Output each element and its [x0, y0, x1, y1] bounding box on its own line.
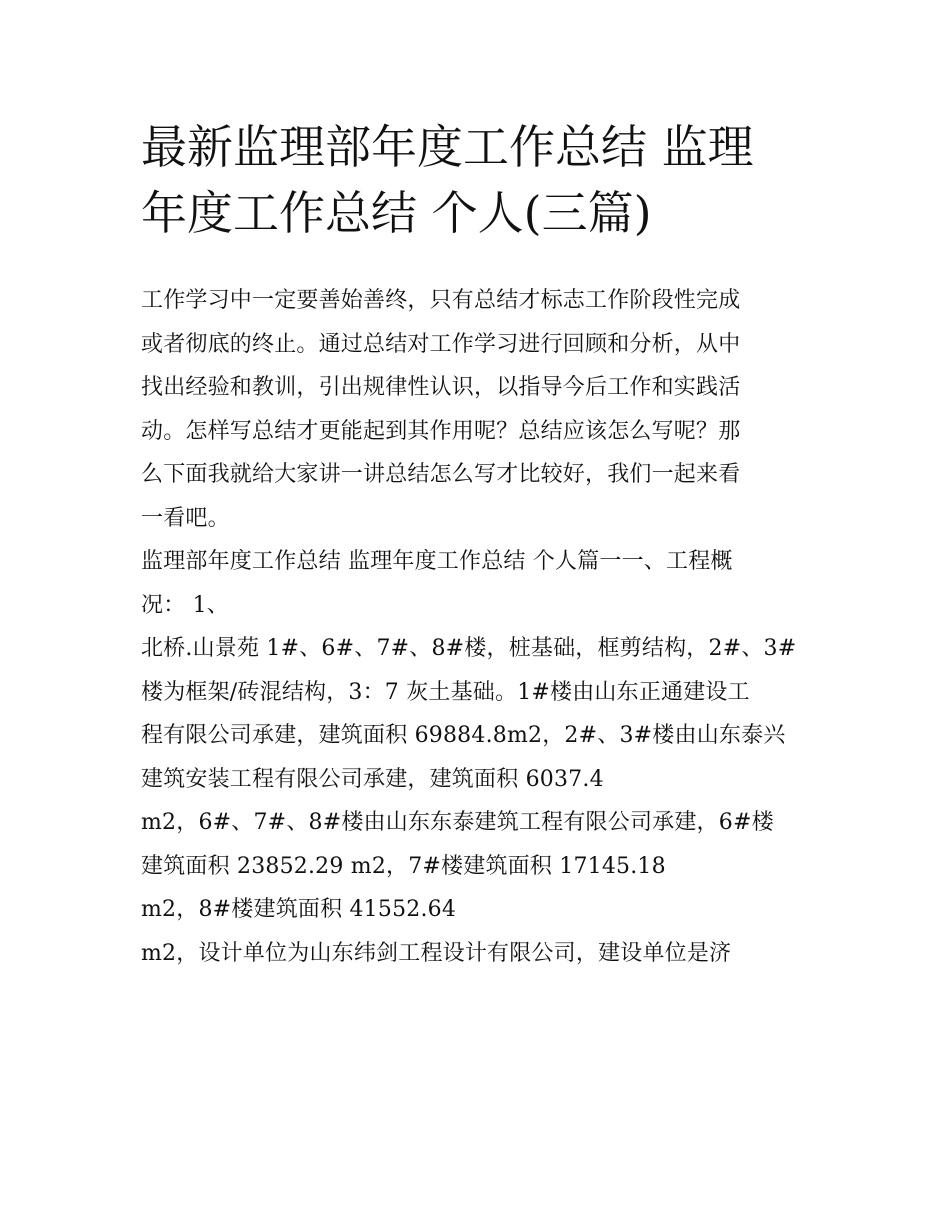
document-title	[141, 114, 821, 246]
body-line-7: 监理部年度工作总结 监理年度工作总结 个人篇一一、工程概	[141, 549, 733, 574]
body-line-6: 一看吧。	[141, 505, 230, 531]
body-line-11: 程有限公司承建，建筑面积 69884.8m2，2#、3#楼由山东泰兴	[141, 723, 786, 748]
body-line-1: 工作学习中一定要善始善终，只有总结才标志工作阶段性完成	[141, 288, 741, 313]
body-line-5: 么下面我就给大家讲一讲总结怎么写才比较好，我们一起来看	[141, 462, 741, 487]
body-line-15: m2，8#楼建筑面积 41552.64	[141, 897, 457, 922]
title-line-1: 最新监理部年度工作总结 监理	[141, 120, 754, 174]
body-line-3: 找出经验和教训，引出规律性认识，以指导今后工作和实践活	[141, 375, 741, 400]
body-line-10: 楼为框架/砖混结构，3：7 灰土基础。1#楼由山东正通建设工	[141, 679, 750, 705]
body-line-14: 建筑面积 23852.29 m2，7#楼建筑面积 17145.18	[141, 853, 666, 879]
body-line-9: 北桥.山景苑 1#、6#、7#、8#楼，桩基础，框剪结构，2#、3#	[141, 636, 797, 661]
body-line-8: 况： 1、	[141, 592, 229, 618]
body-line-16: m2，设计单位为山东纬剑工程设计有限公司，建设单位是济	[141, 940, 732, 966]
title-line-2: 年度工作总结 个人(三篇)	[141, 186, 652, 240]
body-line-2: 或者彻底的终止。通过总结对工作学习进行回顾和分析，从中	[141, 331, 741, 357]
body-line-4: 动。怎样写总结才更能起到其作用呢？总结应该怎么写呢？那	[141, 418, 741, 444]
body-line-13: m2，6#、7#、8#楼由山东东泰建筑工程有限公司承建，6#楼	[141, 810, 774, 835]
document-body	[141, 279, 821, 975]
body-line-12: 建筑安装工程有限公司承建，建筑面积 6037.4	[141, 766, 604, 792]
